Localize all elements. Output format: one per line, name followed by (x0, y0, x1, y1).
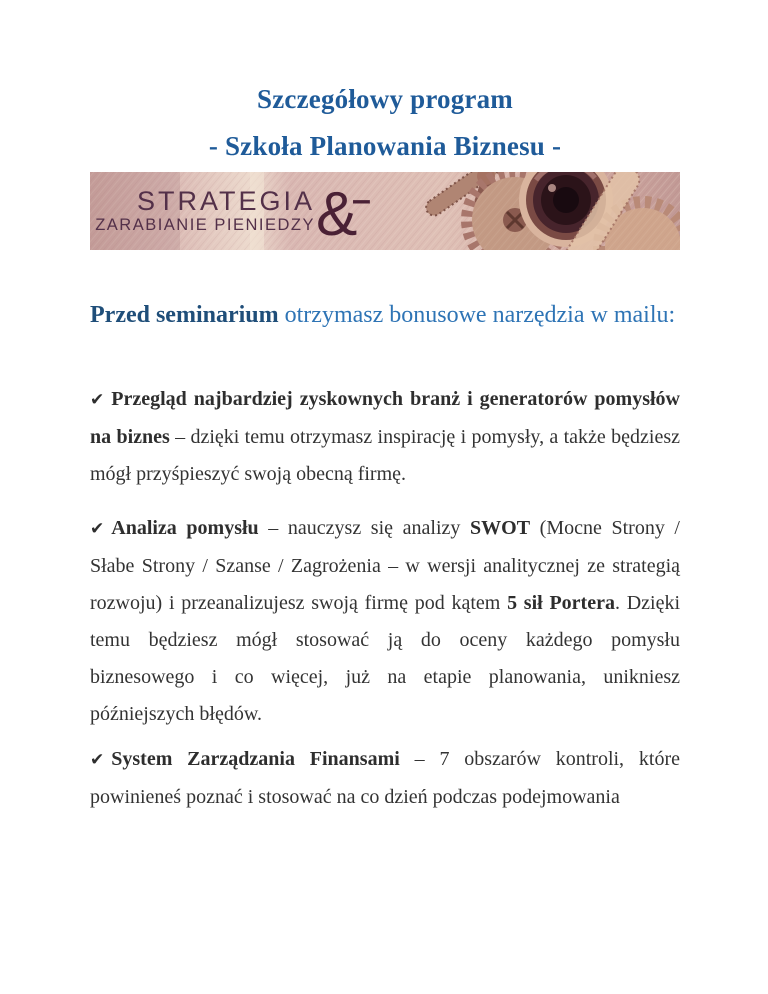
checkmark-icon: ✔ (90, 390, 105, 410)
page-title-line-1: Szczegółowy program (257, 84, 513, 114)
bullet-2-regular-text-2: (Mocne Strony / Słabe Strony / Szanse / Zagrożenia – w wersji analitycznej ze strategią rozwoju) i przeanalizujesz swoją firmę pod kątem (90, 517, 680, 614)
intro-regular-text: otrzymasz bonusowe narzędzia w mailu: (278, 302, 676, 328)
bullet-3-bold-text: System Zarządzania Finansami (111, 748, 400, 770)
checkmark-icon: ✔ (90, 750, 105, 770)
intro-bold-text: Przed seminarium (90, 302, 279, 328)
bullet-2-regular-text-1: – nauczysz się analizy (258, 517, 471, 539)
banner-ampersand: & (316, 180, 358, 249)
bullet-2-bold-text-1: Analiza pomysłu (111, 517, 259, 539)
bullet-2-bold-text-3: 5 sił Portera (507, 592, 615, 614)
banner-text-zarabianie: ZARABIANIE PIENIEDZY (95, 216, 315, 234)
banner-text-strategia: STRATEGIA (136, 186, 315, 216)
bullet-2-regular-text-3: . Dzięki temu będziesz mógł stosować ją do oceny każdego pomysłu biznesowego i co więcej, już na etapie planowania, unikniesz późniejszych błędów. (90, 592, 681, 725)
bullet-paragraph-3 (90, 741, 680, 816)
bullet-2-bold-text-2: SWOT (470, 517, 531, 539)
page-title-line-2: - Szkoła Planowania Biznesu - (208, 131, 562, 161)
bullet-1-bold-text: Przegląd najbardziej zyskownych branż i generatorów pomysłów na biznes (90, 388, 680, 448)
bullet-1-regular-text: – dzięki temu otrzymasz inspirację i pomysły, a także będziesz mógł przyśpieszyć swoją obecną firmę. (90, 426, 680, 485)
bullet-3-regular-text: – 7 obszarów kontroli, które powinieneś poznać i stosować na co dzień podczas podejmowania (90, 748, 680, 808)
banner-dash: – (352, 181, 371, 219)
banner-image (90, 172, 680, 250)
checkmark-icon: ✔ (90, 519, 105, 539)
document-body (90, 0, 680, 816)
bullet-paragraph-1 (90, 381, 680, 493)
bullet-paragraph-2 (90, 510, 680, 733)
intro-paragraph (90, 290, 680, 340)
